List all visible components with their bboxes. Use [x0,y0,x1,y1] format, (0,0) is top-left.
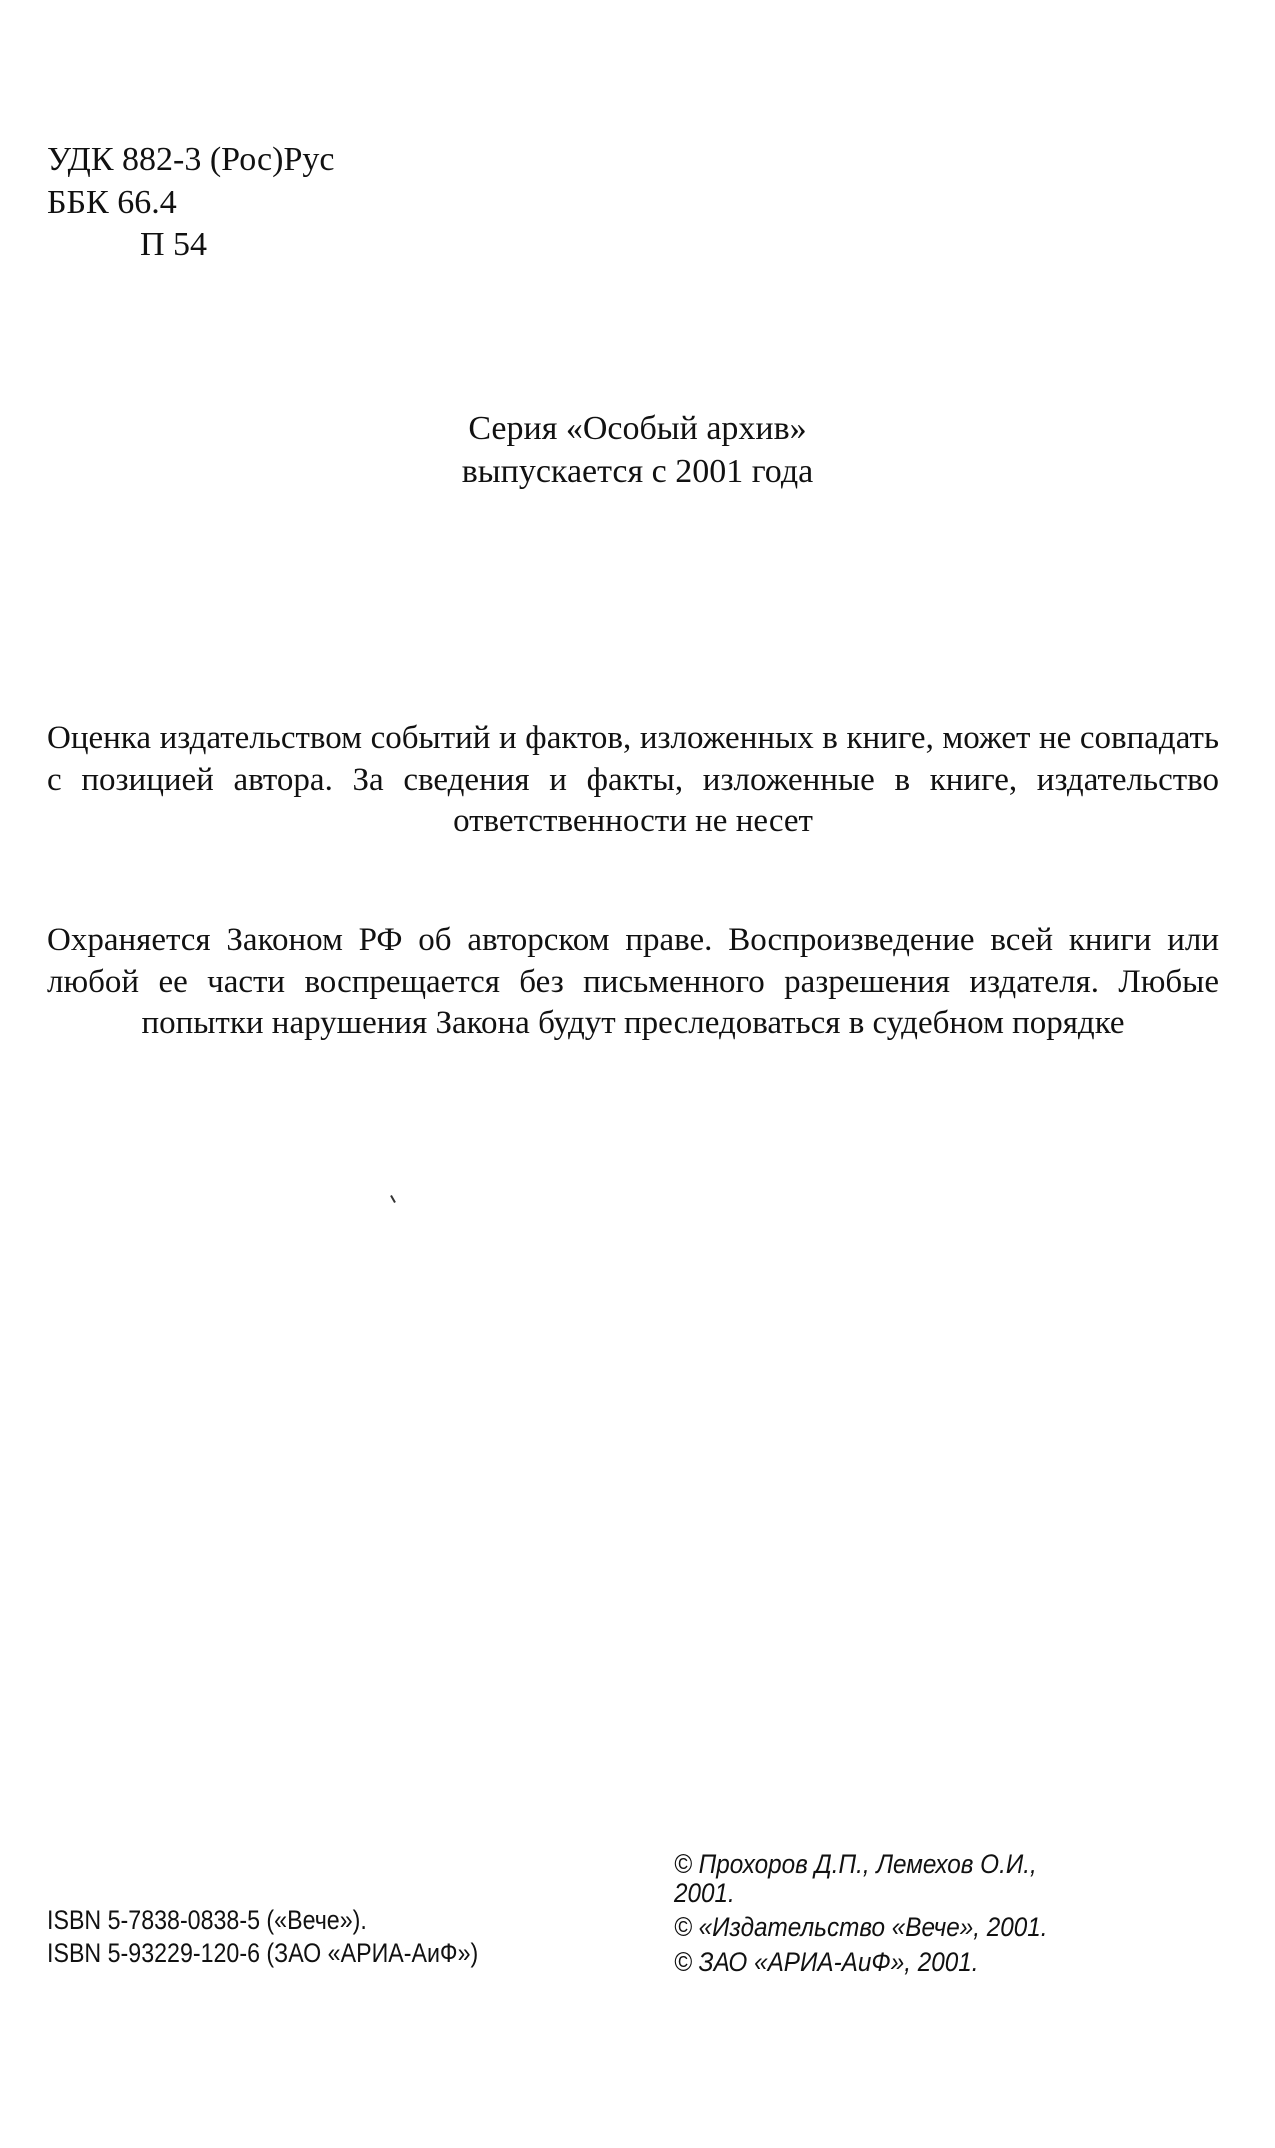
copyright-notice: Охраняется Законом РФ об авторском праве. Воспроизведение всей книги или любой ее части воспрещается без письменного разрешения издателя. Любые попытки нарушения Закона будут преследоваться в судебном порядке [47,922,1219,1041]
publisher-disclaimer: Оценка издательством событий и фактов, изложенных в книге, может не совпадать с позицией автора. За сведения и факты, изложенные в книге, издательство ответственности не несет [47,720,1219,839]
author-mark: П 54 [140,226,208,263]
series-since: выпускается с 2001 года [461,453,814,490]
copyright-authors: © Прохоров Д.П., Лемехов О.И., [674,1849,1037,1879]
udk-code: УДК 882-3 (Рос)Рус [47,141,335,178]
bbk-code: ББК 66.4 [47,184,177,221]
copyright-aria: © ЗАО «АРИА-АиФ», 2001. [674,1947,979,1977]
copyright-authors-year: 2001. [674,1878,735,1908]
copyright-veche: © «Издательство «Вече», 2001. [674,1912,1048,1942]
isbn-veche: ISBN 5-7838-0838-5 («Вече»). [47,1905,367,1935]
isbn-aria: ISBN 5-93229-120-6 (ЗАО «АРИА-АиФ») [47,1938,479,1968]
scan-artifact [390,1195,396,1203]
series-title: Серия «Особый архив» [468,410,807,447]
